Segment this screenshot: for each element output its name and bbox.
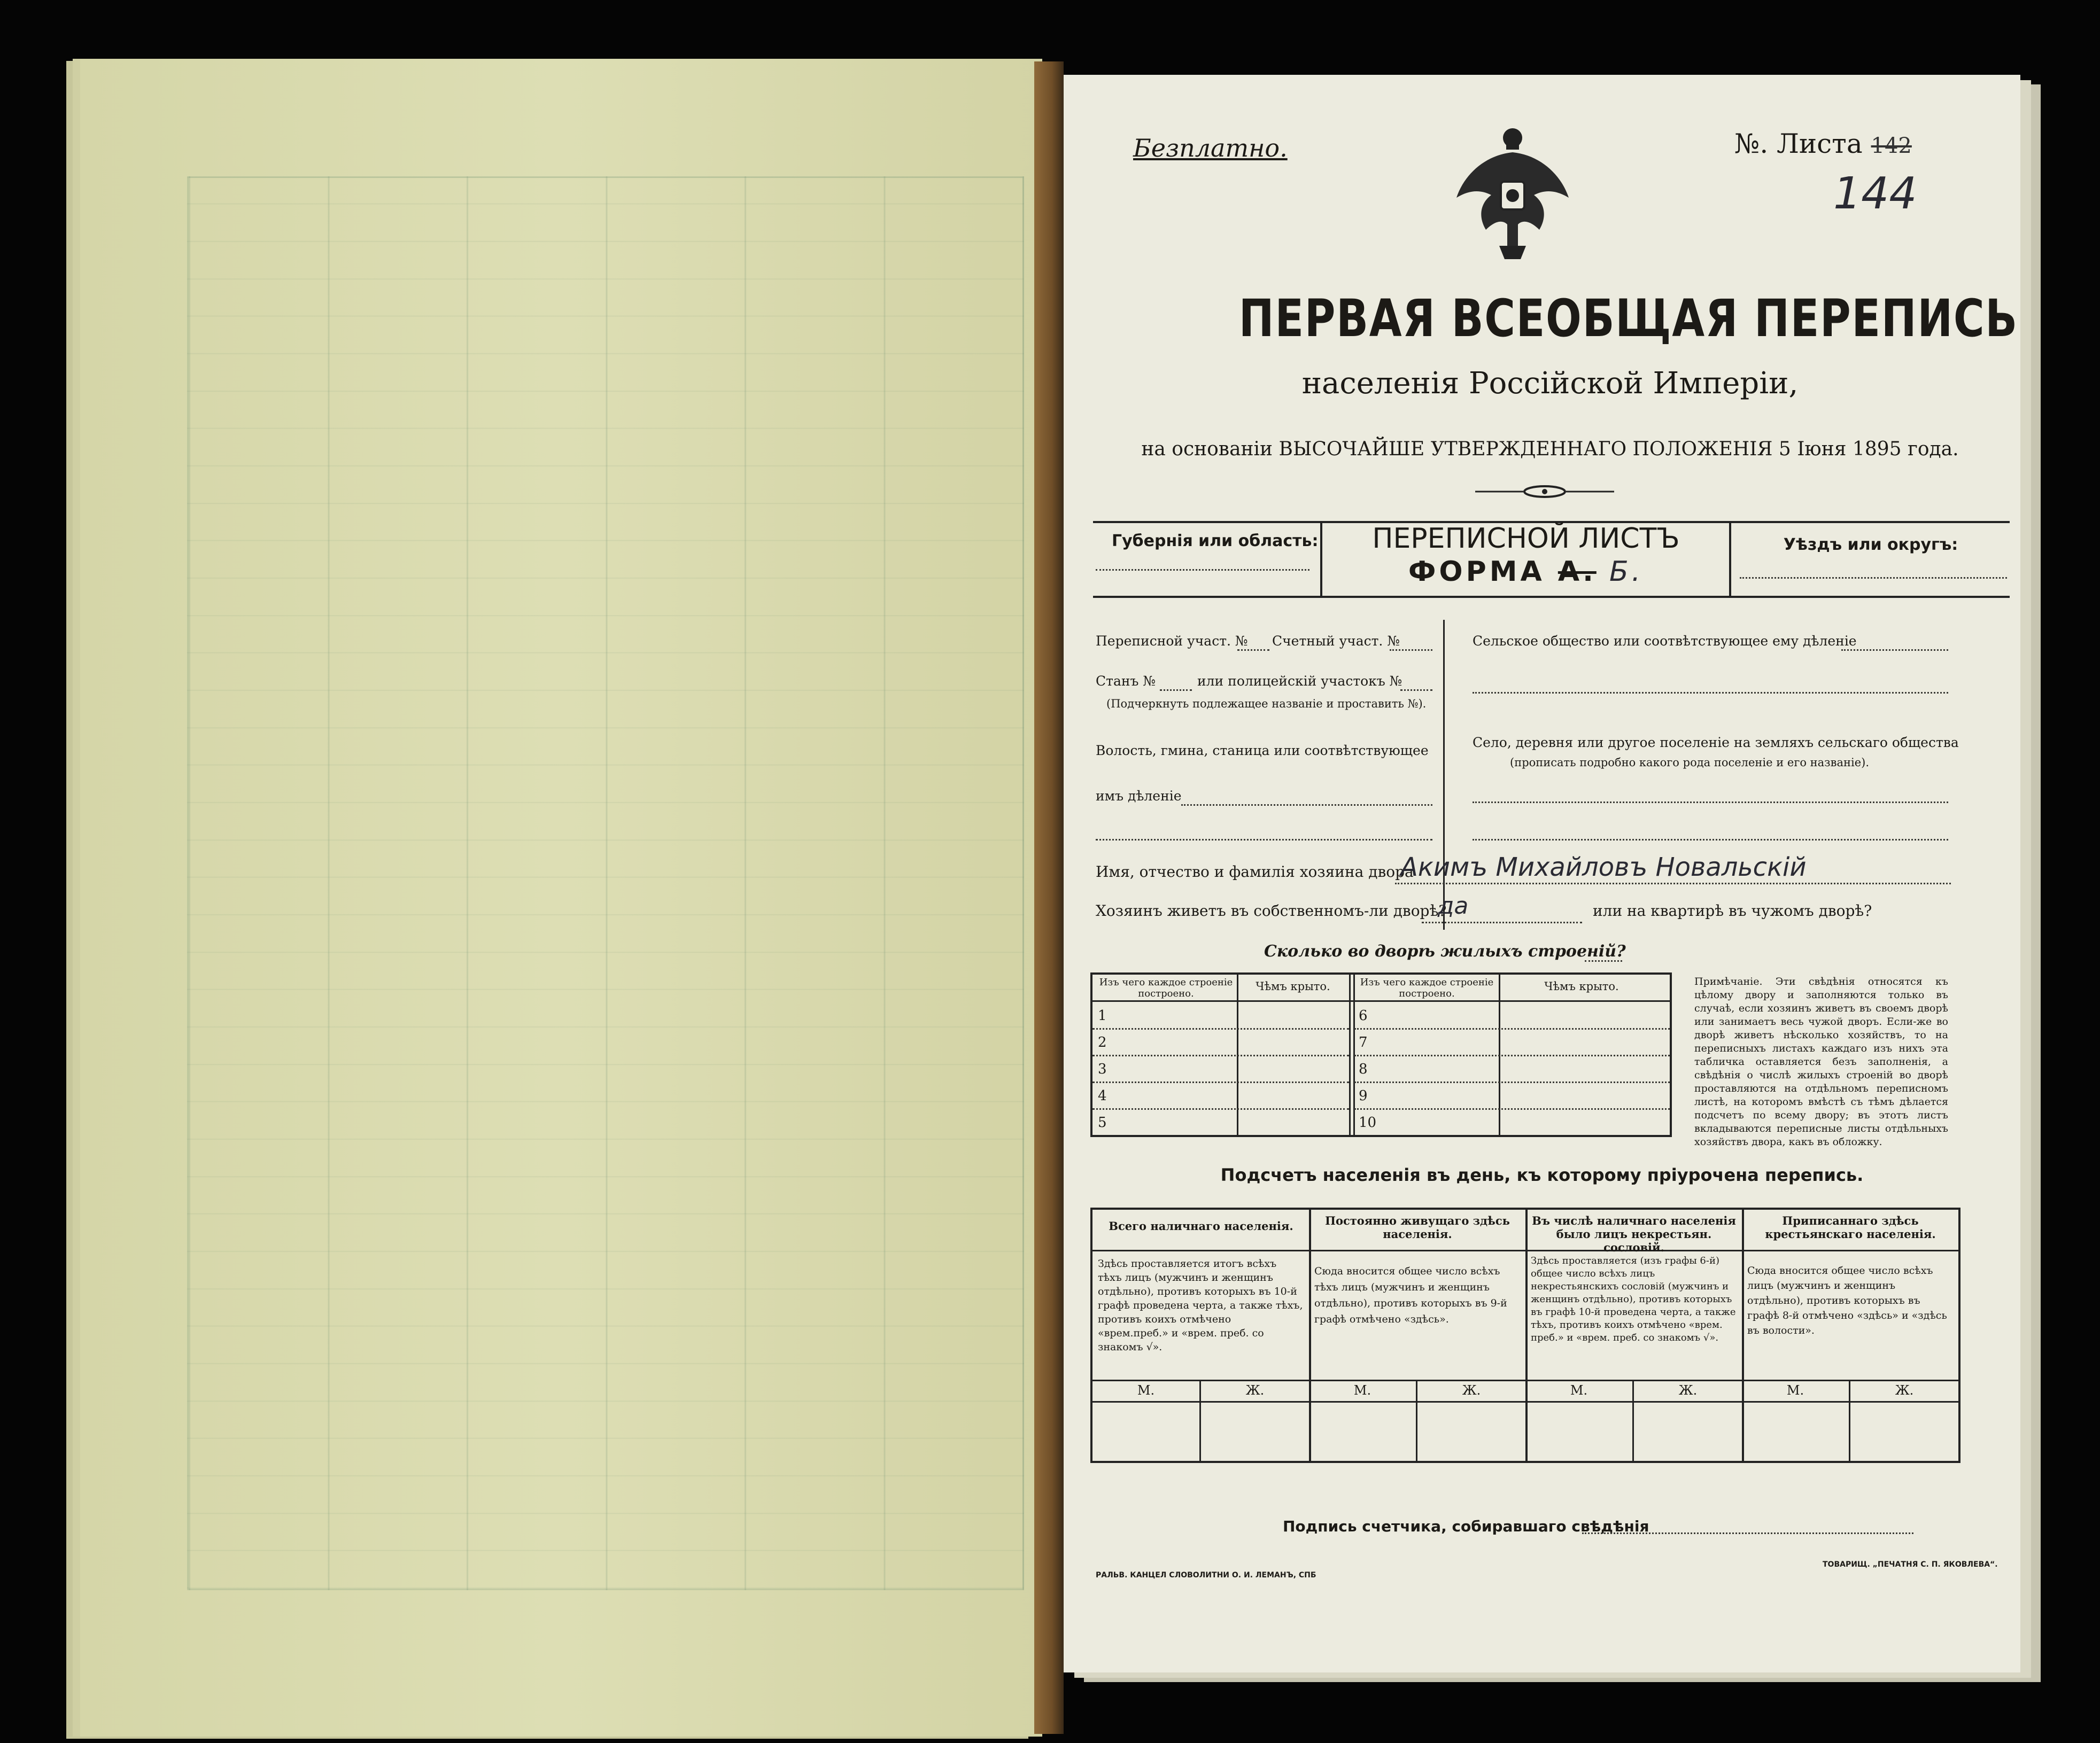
building-row-6: 6 <box>1359 1008 1368 1024</box>
count-title: Подсчетъ населенія въ день, къ которому пріурочена перепись. <box>1220 1165 1864 1185</box>
building-row-2: 2 <box>1098 1034 1107 1051</box>
owner-name-handwritten: Акимъ Михайловъ Новальскій <box>1400 852 1807 882</box>
building-row-4: 4 <box>1098 1088 1107 1104</box>
count-section-field[interactable] <box>1390 649 1432 651</box>
band-bottom-line <box>1093 596 2010 598</box>
district-label: Уѣздъ или округъ: <box>1783 535 1958 554</box>
decorative-divider <box>1475 484 1614 500</box>
count-section-label: Счетный участ. № <box>1272 633 1400 649</box>
signature-field[interactable] <box>1582 1532 1913 1534</box>
district-field[interactable] <box>1740 577 2007 579</box>
count-table <box>1090 1208 1960 1463</box>
police-section-field[interactable] <box>1400 689 1432 691</box>
double-eagle-emblem <box>1448 123 1577 262</box>
stan-note: (Подчеркнуть подлежащее названіе и проставить №). <box>1106 697 1427 710</box>
count-col-3-female: Ж. <box>1678 1383 1698 1398</box>
buildings-col-material-right: Изъ чего каждое строеніе построено. <box>1360 977 1494 999</box>
owner-lives-field[interactable] <box>1422 922 1582 923</box>
stan-field[interactable] <box>1160 689 1192 691</box>
buildings-note: Примѣчаніе. Эти свѣдѣнія относятся къ цѣлому двору и заполняются только въ случаѣ, если хозяинъ живетъ въ своемъ дворѣ или занимаетъ весь чужой дворъ. Если-же во дворѣ живетъ нѣсколько хозяйствъ, то на переписныхъ листахъ каждаго изъ нихъ эта табличка оставляется безъ заполненія, а свѣдѣнія о числѣ жилыхъ строеній во дворѣ проставляются на отдѣльномъ переписномъ листѣ, на которомъ вмѣстѣ съ тѣмъ дѣлается подсчетъ по всему двору; въ этотъ листъ вкладываются переписные листы отдѣльныхъ хозяйствъ двора, какъ въ обложку. <box>1694 976 1948 1148</box>
form-type <box>1326 556 1726 588</box>
count-col-4-header: Приписаннаго здѣсь крестьянскаго населенія. <box>1765 1214 1936 1241</box>
census-section-field[interactable] <box>1237 649 1269 651</box>
count-col-3-header: Въ числѣ наличнаго населенія было лицъ некрестьян. сословій. <box>1532 1214 1736 1254</box>
count-col-2-female: Ж. <box>1462 1383 1481 1398</box>
village-field-1[interactable] <box>1473 802 1948 803</box>
left-page <box>80 59 1042 1737</box>
owner-lives-or-label: или на квартирѣ въ чужомъ дворѣ? <box>1593 902 1872 920</box>
building-row-1: 1 <box>1098 1008 1107 1024</box>
sheet-number-struck: 142 <box>1871 134 1912 158</box>
buildings-col-roof-left: Чѣмъ крыто. <box>1256 980 1330 993</box>
signature-label: Подпись счетчика, собиравшаго свѣдѣнія <box>1283 1518 1649 1535</box>
rural-society-label: Сельское общество или соотвѣтствующее ему дѣленіе <box>1473 633 1857 649</box>
province-field[interactable] <box>1096 569 1309 571</box>
buildings-question-field[interactable] <box>1585 960 1622 962</box>
count-col-2-header: Постоянно живущаго здѣсь населенія. <box>1325 1214 1510 1241</box>
sheet-number-handwritten: 144 <box>1833 168 1917 219</box>
buildings-table <box>1090 972 1672 1137</box>
village-field-2[interactable] <box>1473 839 1948 841</box>
book-gutter <box>1034 61 1064 1734</box>
form-type-handwritten: Б. <box>1609 556 1644 588</box>
building-row-3: 3 <box>1098 1061 1107 1077</box>
form-title: ПЕРЕПИСНОЙ ЛИСТЪ <box>1372 523 1680 555</box>
owner-lives-label: Хозяинъ живетъ въ собственномъ-ли дворѣ? <box>1096 902 1447 920</box>
census-section-label: Переписной участ. № <box>1096 633 1248 649</box>
building-row-5: 5 <box>1098 1115 1107 1131</box>
building-row-8: 8 <box>1359 1061 1368 1077</box>
subtitle: населенія Россійской Имперіи, <box>1301 366 1799 401</box>
printer-right: ТОВАРИЩ. „ПЕЧАТНЯ С. П. ЯКОВЛЕВА“. <box>1823 1560 1998 1569</box>
village-note: (прописать подробно какого рода поселеніе и его названіе). <box>1510 756 1869 769</box>
stan-label: Станъ № <box>1096 673 1156 689</box>
count-col-3-desc: Здѣсь проставляется (изъ графы 6-й) общее число всѣхъ лицъ некрестьянскихъ сословій (мужчинъ и женщинъ отдѣльно), противъ которыхъ въ графѣ 10-й проведена черта, а также тѣхъ, противъ коихъ отмѣчено «врем. преб.» и «врем. преб. со знакомъ √». <box>1531 1255 1736 1343</box>
count-col-4-female: Ж. <box>1895 1383 1914 1398</box>
building-row-7: 7 <box>1359 1034 1368 1051</box>
census-form-page <box>1064 75 2020 1672</box>
band-divider-2 <box>1729 521 1731 598</box>
count-col-1-desc: Здѣсь проставляется итогъ всѣхъ тѣхъ лицъ (мужчинъ и женщинъ отдѣльно), противъ которыхъ въ 10-й графѣ проведена черта, а также тѣхъ, противъ коихъ отмѣчено «врем.преб.» и «врем. преб. со знакомъ √». <box>1098 1258 1303 1353</box>
owner-label: Имя, отчество и фамилія хозяина двора <box>1096 863 1414 881</box>
main-title: ПЕРВАЯ ВСЕОБЩАЯ ПЕРЕПИСЬ <box>1238 289 2018 348</box>
buildings-col-material-left: Изъ чего каждое строеніе построено. <box>1099 977 1233 999</box>
band-divider-1 <box>1320 521 1322 598</box>
rural-society-field-2[interactable] <box>1473 692 1948 694</box>
police-section-label: или полицейскій участокъ № <box>1197 673 1402 689</box>
owner-field[interactable] <box>1395 883 1951 884</box>
owner-lives-handwritten: да <box>1438 892 1469 920</box>
count-col-3-male: М. <box>1570 1383 1588 1398</box>
basis-line: на основаніи ВЫСОЧАЙШЕ УТВЕРЖДЕННАГО ПОЛОЖЕНІЯ 5 Іюня 1895 года. <box>1141 438 1959 460</box>
count-col-2-desc: Сюда вносится общее число всѣхъ тѣхъ лицъ (мужчинъ и женщинъ отдѣльно), противъ которыхъ въ 9-й графѣ отмѣчено «здѣсь». <box>1314 1265 1507 1325</box>
building-row-9: 9 <box>1359 1088 1368 1104</box>
village-label: Село, деревня или другое поселеніе на земляхъ сельскаго общества <box>1473 735 1959 750</box>
volost-label-2: имъ дѣленіе <box>1096 788 1182 804</box>
printer-left: РАЛЬВ. КАНЦЕЛ СЛОВОЛИТНИ О. И. ЛЕМАНЪ, СПБ <box>1096 1571 1316 1579</box>
count-col-4-male: М. <box>1786 1383 1804 1398</box>
rural-society-field-1[interactable] <box>1841 649 1948 651</box>
sheet-number-prefix: №. Листа <box>1734 128 1863 159</box>
count-col-1-female: Ж. <box>1245 1383 1265 1398</box>
volost-field-1[interactable] <box>1181 804 1432 806</box>
count-col-1-male: М. <box>1137 1383 1155 1398</box>
count-col-1-header: Всего наличнаго населенія. <box>1109 1219 1293 1233</box>
count-col-2-male: М. <box>1353 1383 1371 1398</box>
bleed-through-grid <box>187 176 1024 1590</box>
volost-label-1: Волость, гмина, станица или соотвѣтствующее <box>1096 743 1429 758</box>
form-word: ФОРМА <box>1408 556 1545 588</box>
buildings-col-roof-right: Чѣмъ крыто. <box>1544 980 1619 993</box>
building-row-10: 10 <box>1359 1115 1377 1131</box>
free-label: Безплатно. <box>1133 134 1288 162</box>
volost-field-2[interactable] <box>1096 839 1432 841</box>
buildings-question: Сколько во дворѣ жилыхъ строеній? <box>1264 942 1626 961</box>
form-type-struck: А. <box>1557 556 1597 588</box>
sheet-number-label <box>1734 128 1912 159</box>
province-label: Губернія или область: <box>1112 532 1319 550</box>
count-col-4-desc: Сюда вносится общее число всѣхъ лицъ (мужчинъ и женщинъ отдѣльно), противъ которыхъ въ графѣ 8-й отмѣчено «здѣсь» и «здѣсь въ волости». <box>1747 1265 1947 1336</box>
